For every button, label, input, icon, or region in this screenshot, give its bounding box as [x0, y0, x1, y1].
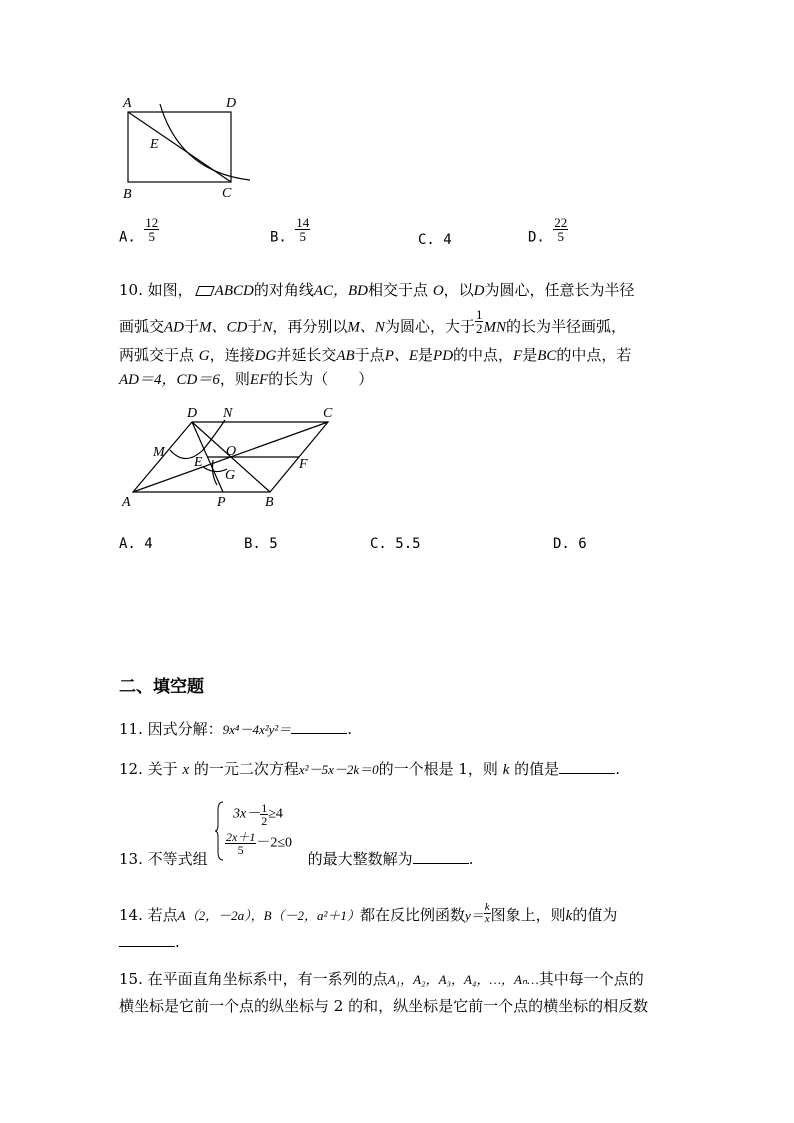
q13: 13. 不等式组 的最大整数解为 . — [119, 850, 474, 868]
label-o: O — [226, 444, 237, 459]
arc-mn — [170, 420, 225, 459]
label-d: D — [187, 406, 198, 421]
q13-row2: $\frac{2x+1}{5}$ －2≤0 — [226, 830, 293, 857]
label-p: P — [217, 495, 226, 510]
label-m: M — [153, 445, 165, 460]
q10-figure — [115, 405, 345, 515]
label-f: F — [299, 457, 308, 472]
q15-line2: 横坐标是它前一个点的纵坐标与 2 的和，纵坐标是它前一个点的横坐标的相反数 — [119, 997, 649, 1015]
q12: 12. 关于 x 的一元二次方程x²－5x－2k＝0的一个根是 1，则 k 的值是 . — [119, 760, 620, 778]
arc — [160, 104, 250, 180]
section-title: 二、填空题 — [119, 677, 204, 697]
q9-option-d: D. $\frac{22}{5}$ — [528, 215, 568, 246]
q10-line4: AD＝4，CD＝6，则EF的长为（ ） — [119, 370, 374, 388]
q10-option-b: B. 5 — [244, 536, 278, 552]
q15-line1: 15. 在平面直角坐标系中，有一系列的点A₁，A₂，A₃，A₄，…，Aₙ…其中每一个点的 — [119, 970, 644, 988]
q10-line1: 10. 如图， ABCD的对角线AC，BD相交于点 O，以D为圆心，任意长为半径 — [119, 281, 635, 299]
arc-g-1 — [203, 467, 227, 472]
label-a: A — [122, 495, 131, 510]
label-c: C — [222, 186, 232, 201]
label-a: A — [123, 96, 132, 111]
answer-blank[interactable] — [559, 759, 615, 774]
q11: 11. 因式分解：9x⁴－4x²y²＝ . — [119, 720, 353, 738]
label-e: E — [194, 455, 203, 470]
label-e: E — [150, 137, 159, 152]
q9-option-b: B. $\frac{14}{5}$ — [270, 215, 310, 246]
label-c: C — [323, 406, 333, 421]
q14: 14. 若点A（2，－2a），B（－2，a²＋1）都在反比例函数y＝ $\frac{k}{x}$ 图象上，则k的值为 — [119, 900, 618, 925]
label-b: B — [265, 495, 274, 510]
q10-line3: 两弧交于点 G，连接DG并延长交AB于点P、E是PD的中点，F是BC的中点，若 — [119, 346, 632, 364]
label-d: D — [226, 96, 237, 111]
q9-option-a: A. $\frac{12}{5}$ — [119, 215, 159, 246]
q9-figure — [110, 90, 260, 205]
q10-line2: 画弧交AD于M、CD于N，再分别以M、N为圆心，大于 $\frac{1}{2}$ MN的长为半径画弧， — [119, 307, 626, 336]
label-b: B — [123, 187, 132, 202]
q9-option-c: C. 4 — [418, 232, 452, 248]
label-n: N — [223, 406, 233, 421]
q10-option-d: D. 6 — [553, 536, 587, 552]
q10-option-c: C. 5.5 — [370, 536, 421, 552]
parallelogram-icon — [195, 286, 215, 296]
q14-line2: . — [119, 932, 180, 951]
q10-option-a: A. 4 — [119, 536, 153, 552]
answer-blank[interactable] — [413, 849, 469, 864]
answer-blank[interactable] — [119, 932, 175, 947]
label-g: G — [225, 468, 236, 483]
answer-blank[interactable] — [291, 719, 347, 734]
q13-row1: 3x－ $\frac{1}{2}$ ≥4 — [233, 801, 283, 828]
